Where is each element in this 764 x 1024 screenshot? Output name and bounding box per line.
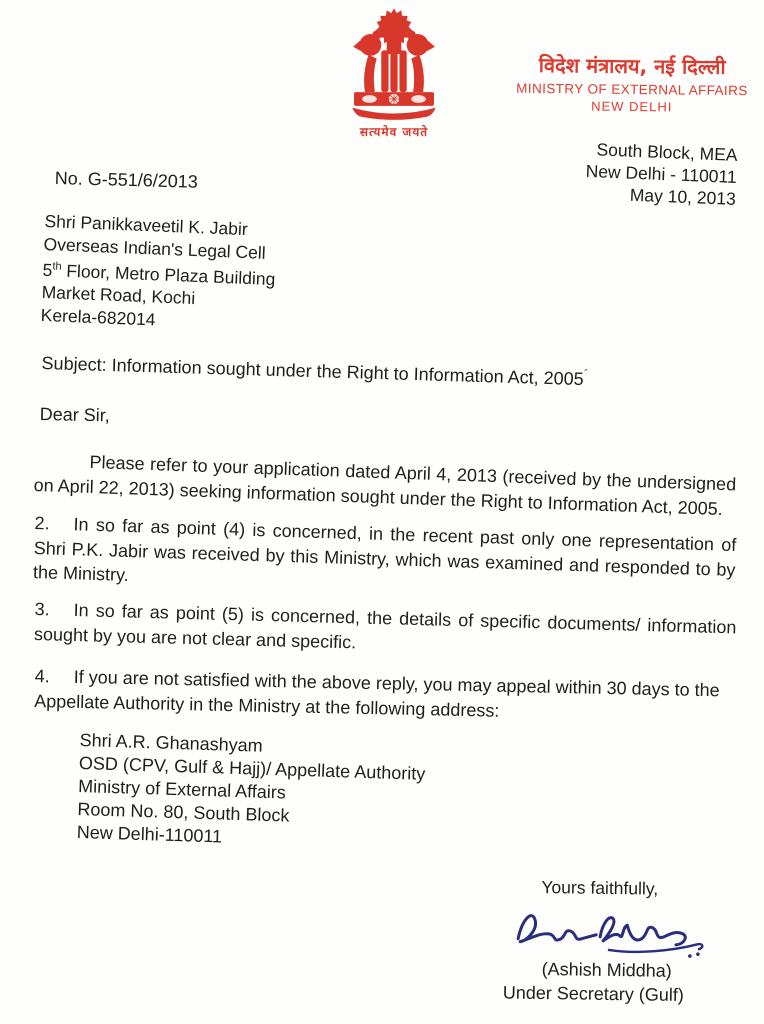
appellate-authority-address xyxy=(76,729,736,865)
appellate-ministry: Ministry of External Affairs xyxy=(77,775,287,802)
floor-number: 5 xyxy=(42,259,53,281)
closing-phrase: Yours faithfully, xyxy=(541,876,659,899)
appellate-designation: OSD (CPV, Gulf & Hajj)/ Appellate Authority xyxy=(78,752,426,784)
paragraph-3-number: 3. xyxy=(34,598,50,619)
appellate-name: Shri A.R. Ghanashyam xyxy=(79,729,263,756)
signatory-name: (Ashish Middha) xyxy=(541,959,672,981)
ministry-title-english: MINISTRY OF EXTERNAL AFFAIRS xyxy=(516,80,748,99)
ministry-title-hindi: विदेश मंत्रालय, नई दिल्ली xyxy=(538,53,726,79)
paragraph-3-text: In so far as point (5) is concerned, the details of specific documents/ information sought by you are not clear and specific. xyxy=(33,599,737,652)
letterhead-ministry-block xyxy=(514,53,751,115)
letter-body xyxy=(32,448,737,847)
paragraph-1-text: Please refer to your application dated April 4, 2013 (received by the undersigned on April 22, 2013) seeking information sought under the Right to Information Act, 2005. xyxy=(33,451,737,519)
building: Floor, Metro Plaza Building xyxy=(61,260,276,290)
recipient-org: Overseas Indian's Legal Cell xyxy=(43,233,267,263)
paragraph-2 xyxy=(33,511,737,607)
paragraph-1 xyxy=(33,448,736,521)
recipient-road: Market Road, Kochi xyxy=(41,282,196,309)
scan-artifact-mark: ´ xyxy=(583,366,589,383)
letter-date: May 10, 2013 xyxy=(629,184,737,209)
paragraph-4 xyxy=(34,664,737,728)
signatory-title: Under Secretary (Gulf) xyxy=(502,982,685,1005)
floor-ordinal: th xyxy=(52,260,62,273)
sender-line: New Delhi - 110011 xyxy=(585,160,738,187)
national-emblem xyxy=(338,6,450,140)
recipient-pin: Kerela-682014 xyxy=(40,304,156,330)
signature-block xyxy=(468,874,760,1008)
reference-number: No. G-551/6/2013 xyxy=(54,168,199,192)
paragraph-2-number: 2. xyxy=(34,512,50,534)
recipient-name: Shri Panikkaveetil K. Jabir xyxy=(44,210,249,240)
recipient-address-block xyxy=(40,210,277,336)
paragraph-2-text: In so far as point (4) is concerned, in the recent past only one representation of Shri P.K. Jabir was received by this Ministry, which was examined and responded to by the Ministry. xyxy=(32,514,737,585)
subject-line xyxy=(41,350,588,390)
appellate-city: New Delhi-110011 xyxy=(76,821,223,847)
paragraph-4-number: 4. xyxy=(34,665,50,686)
sender-address-block xyxy=(516,135,738,210)
handwritten-signature-icon xyxy=(511,901,717,960)
paragraph-3 xyxy=(34,597,737,664)
subject-text: Subject: Information sought under the Right to Information Act, 2005 xyxy=(41,352,585,390)
emblem-motto: सत्यमेव जयते xyxy=(359,125,429,139)
sender-line: South Block, MEA xyxy=(596,139,738,165)
salutation: Dear Sir, xyxy=(39,404,111,426)
ashoka-lion-capital-icon xyxy=(344,6,444,122)
ministry-city: NEW DELHI xyxy=(591,98,673,115)
paragraph-4-text: If you are not satisfied with the above reply, you may appeal within 30 days to the Appellate Authority in the Ministry at the following address: xyxy=(34,666,720,720)
appellate-room: Room No. 80, South Block xyxy=(77,798,290,826)
